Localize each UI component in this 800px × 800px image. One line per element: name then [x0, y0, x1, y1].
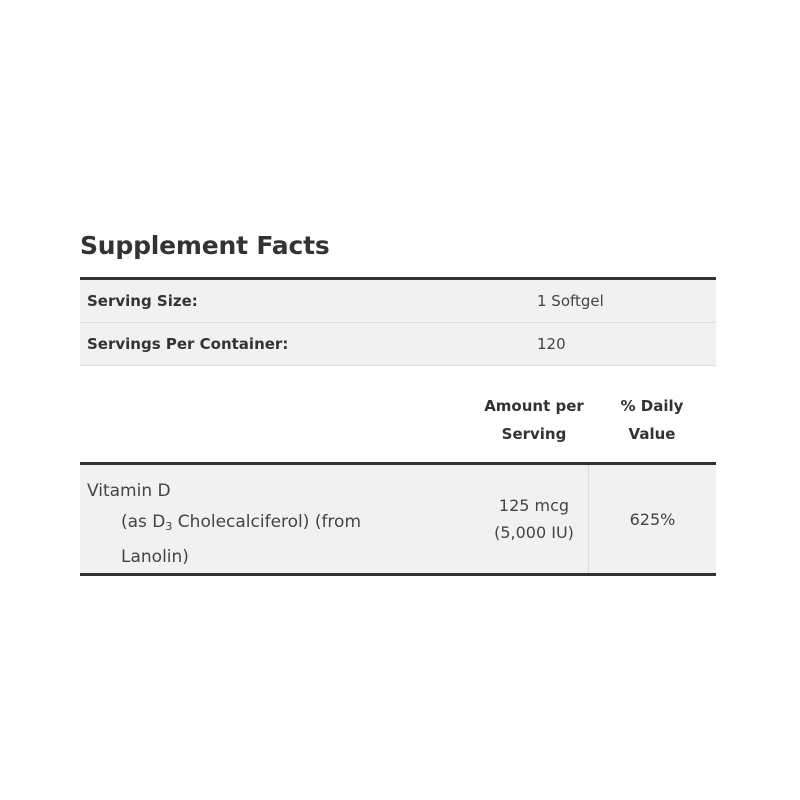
- table-row: [80, 465, 716, 576]
- servings-per-container-label: Servings Per Container:: [87, 335, 289, 353]
- servings-per-container-row: [80, 323, 716, 366]
- header-amount-line2: Serving: [501, 425, 567, 443]
- supplement-facts-panel: [80, 228, 716, 576]
- nutrient-amount-line2: (5,000 IU): [494, 523, 574, 542]
- nutrient-detail: [87, 507, 480, 542]
- header-dv-line1: % Daily: [620, 397, 684, 415]
- nutrient-name-cell: [80, 465, 480, 573]
- header-name-spacer: [80, 392, 480, 462]
- nutrient-name: Vitamin D: [87, 481, 171, 501]
- header-amount-per-serving: [480, 392, 588, 462]
- nutrient-detail-prefix: (as D: [121, 512, 166, 532]
- serving-size-value: 1 Softgel: [537, 292, 604, 310]
- servings-per-container-value: 120: [537, 335, 566, 353]
- table-header: [80, 392, 716, 465]
- serving-info: [80, 277, 716, 366]
- header-amount-line1: Amount per: [484, 397, 584, 415]
- nutrient-amount-cell: [480, 465, 589, 573]
- header-dv-line2: Value: [628, 425, 676, 443]
- serving-size-label: Serving Size:: [87, 292, 198, 310]
- nutrient-detail-line2: Lanolin): [121, 547, 189, 567]
- panel-title: Supplement Facts: [80, 231, 330, 260]
- serving-size-row: [80, 280, 716, 323]
- nutrient-table: [80, 392, 716, 576]
- nutrient-detail-subscript: 3: [165, 520, 173, 533]
- nutrient-daily-value: 625%: [629, 509, 676, 529]
- nutrient-amount-line1: 125 mcg: [498, 496, 570, 515]
- header-daily-value: [588, 392, 716, 462]
- nutrient-detail-suffix: Cholecalciferol) (from: [172, 512, 362, 532]
